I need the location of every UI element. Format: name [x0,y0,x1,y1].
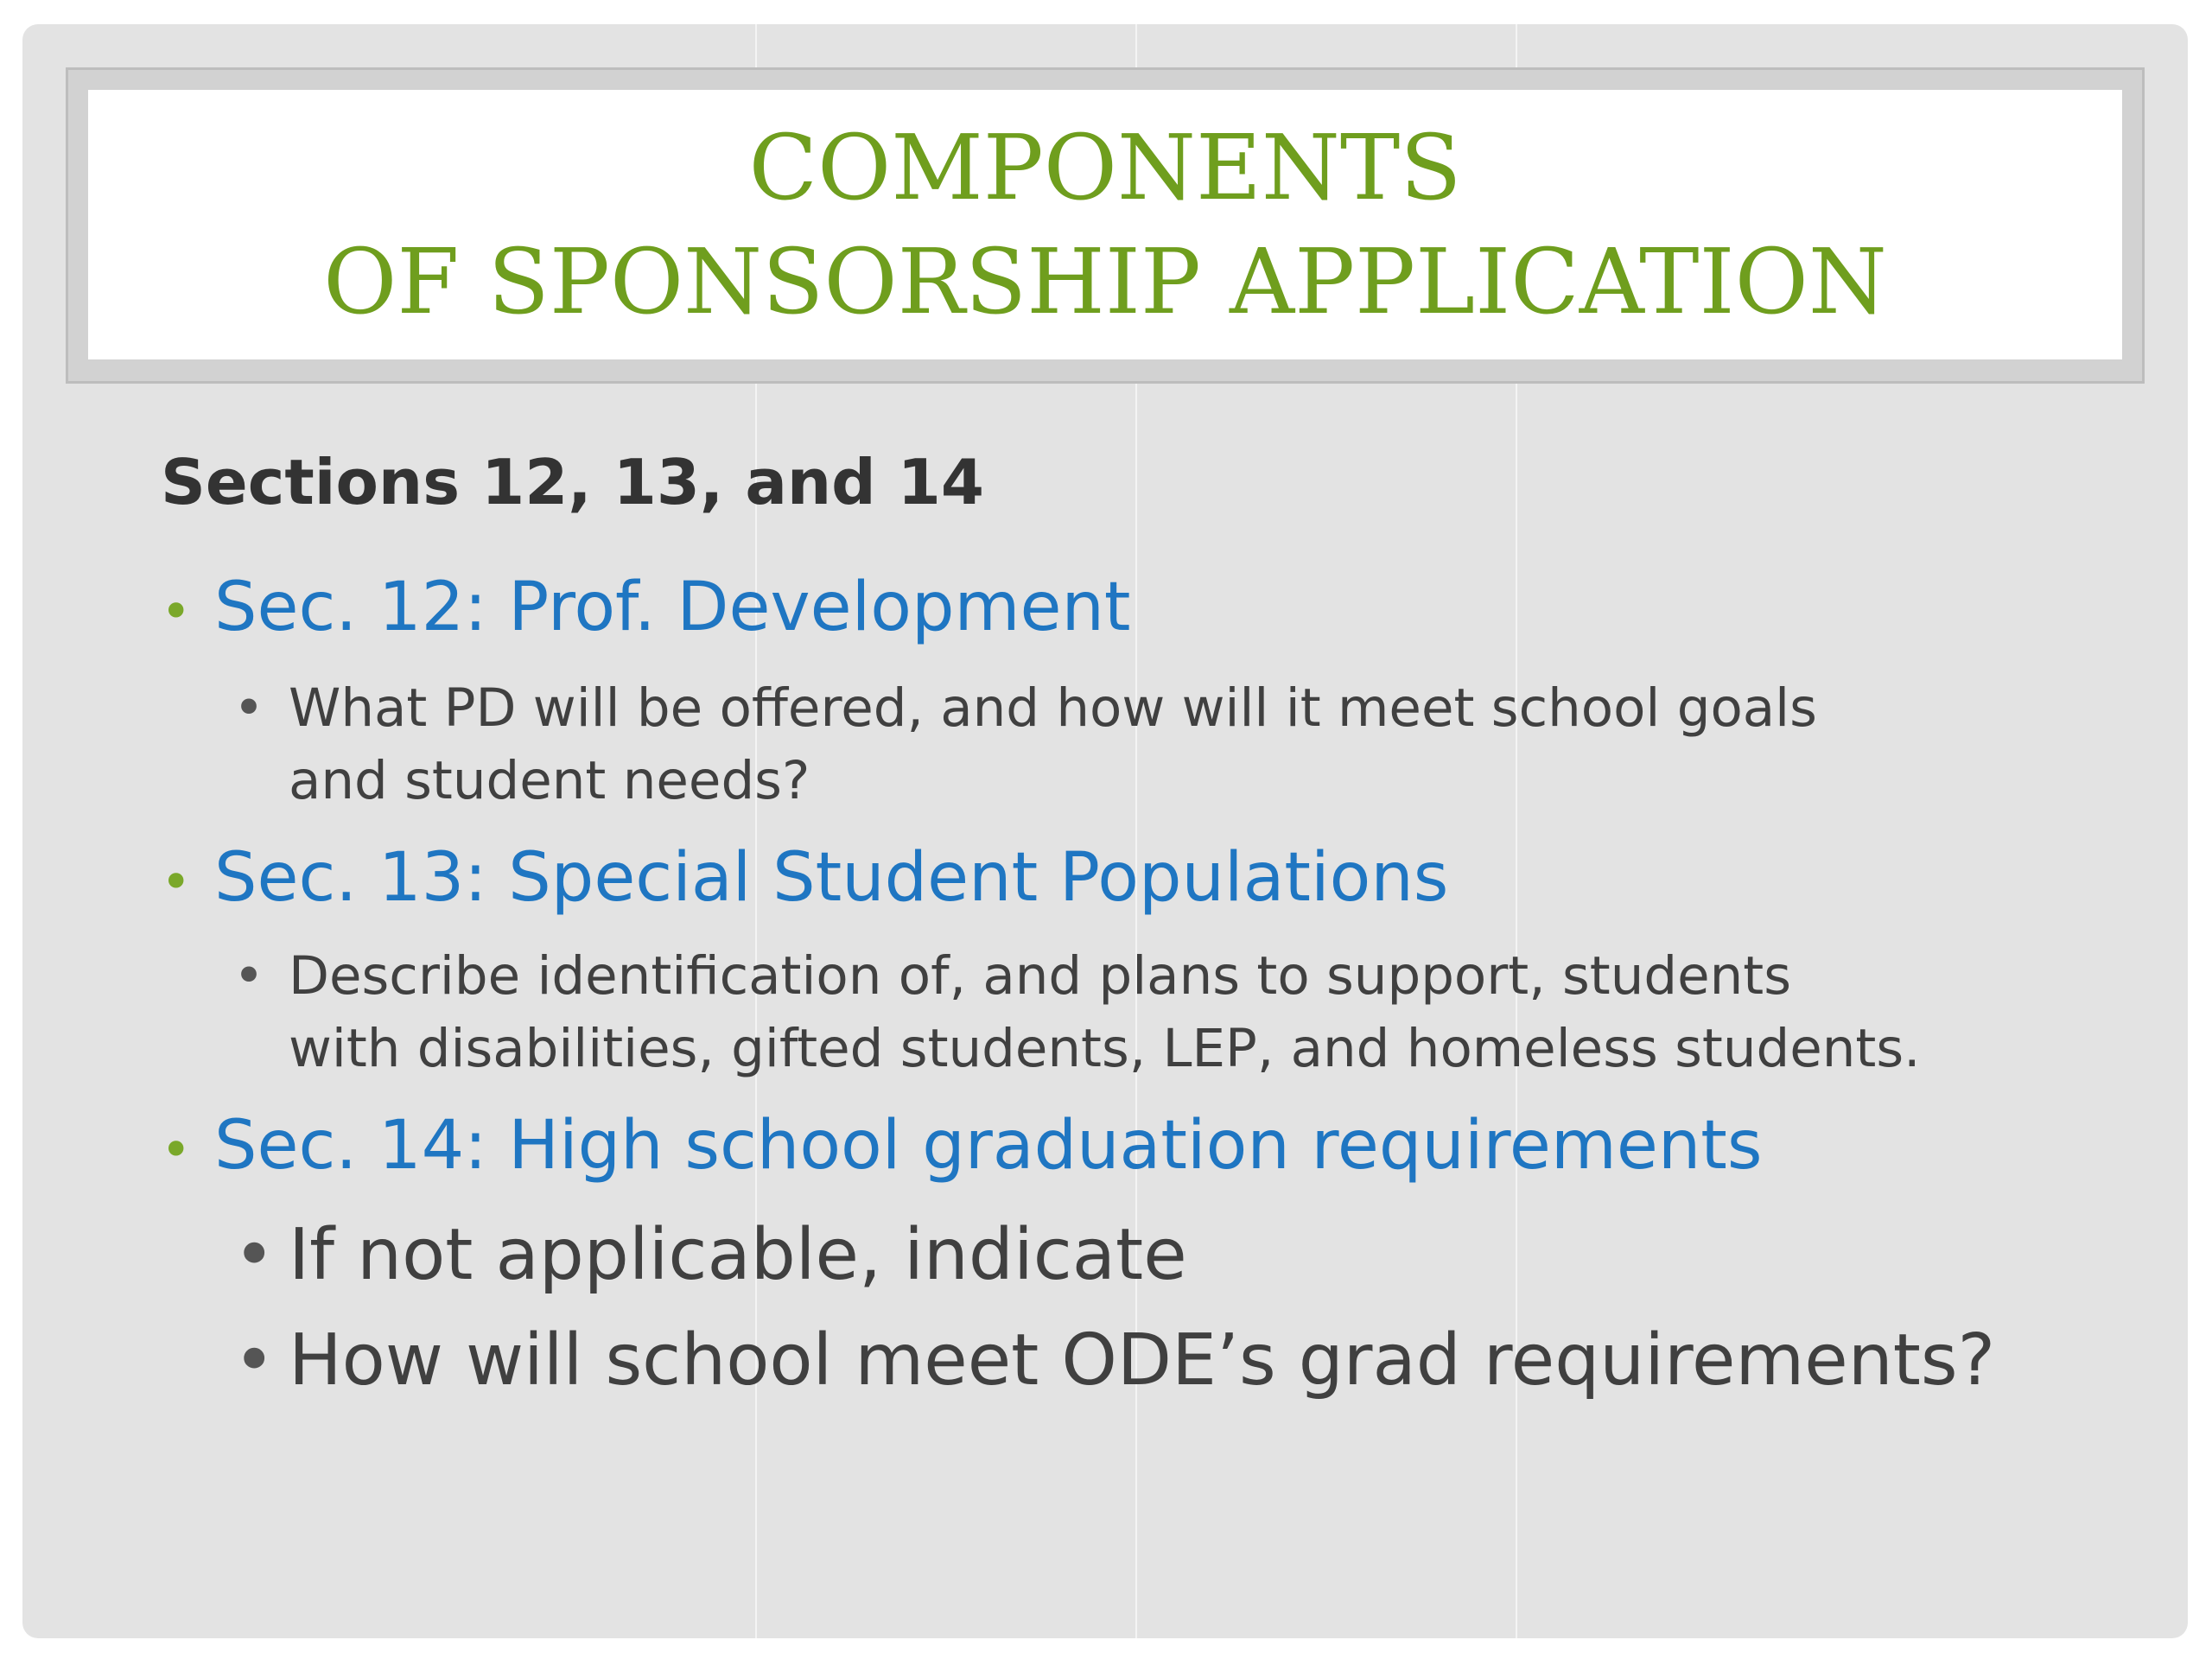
slide [22,24,2188,1638]
sub-bullet-icon: • [233,945,264,1007]
bullet-sec-12-label: Sec. 12: Prof. Development [214,569,1131,646]
sub-bullet-sec-13-line-2: with disabilities, gifted students, LEP, and homeless students. [289,1018,1921,1079]
slide-title-line-2: OF SPONSORSHIP APPLICATION [323,229,1887,334]
sub-bullet-icon: • [233,1214,276,1296]
bullet-icon: • [161,851,192,912]
bullet-icon: • [161,1119,192,1180]
sub-bullet-sec-14-b-text: How will school meet ODE’s grad requirements? [289,1319,1996,1402]
bullet-sec-12 [161,566,1131,653]
section-heading: Sections 12, 13, and 14 [161,446,984,518]
slide-body [22,24,2188,1638]
bullet-sec-14-label: Sec. 14: High school graduation requirements [214,1107,1763,1185]
sub-bullet-icon: • [233,1319,276,1402]
sub-bullet-icon: • [233,677,264,739]
slide-title-line-1: COMPONENTS [748,115,1462,220]
bullet-sec-13-label: Sec. 13: Special Student Populations [214,839,1449,917]
sub-bullet-sec-14-a-text: If not applicable, indicate [289,1214,1187,1296]
bullet-sec-14 [161,1104,1763,1192]
sub-bullet-sec-12-line-1: What PD will be offered, and how will it meet school goals [289,677,1817,739]
bullet-icon: • [161,581,192,642]
sub-bullet-sec-13-line-1: Describe identification of, and plans to support, students [289,945,1791,1007]
bullet-sec-13 [161,836,1448,924]
sub-bullet-sec-12-line-2: and student needs? [289,750,810,811]
